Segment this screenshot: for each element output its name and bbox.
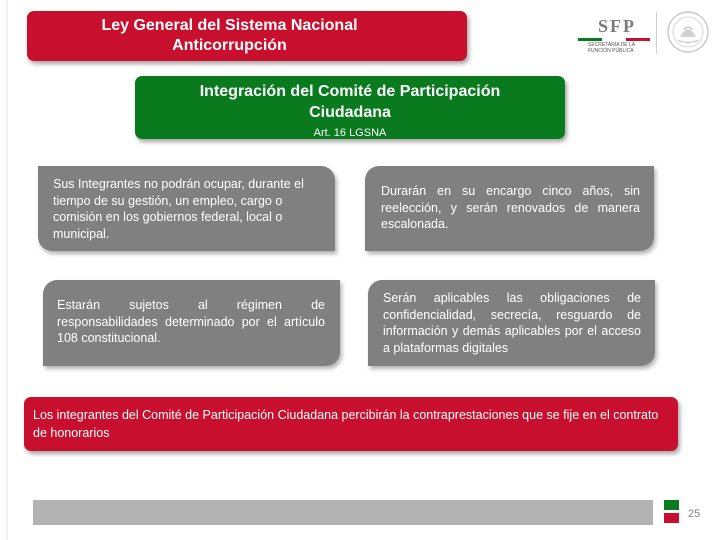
section-header-box <box>135 76 565 139</box>
info-card-text: Sus Integrantes no podrán ocupar, durante el tiempo de su gestión, un empleo, cargo o comisión en los gobiernos federal, local o municipal. <box>53 177 304 241</box>
green-red-blocks-icon <box>664 500 679 523</box>
section-title-line2: Ciudadana <box>309 104 391 121</box>
slide-title-line2: Anticorrupción <box>172 37 287 54</box>
logo-divider <box>656 12 657 54</box>
footer-bar <box>33 500 653 525</box>
mexican-seal-icon <box>666 10 710 54</box>
info-card-text: Durarán en su encargo cinco años, sin reelección, y serán renovados de manera escalonada. <box>381 184 640 231</box>
slide-title-line1: Ley General del Sistema Nacional <box>101 17 358 34</box>
compensation-note-text: Los integrantes del Comité de Participación Ciudadana percibirán la contraprestaciones que se fije en el contrato de honorarios <box>33 408 659 440</box>
info-card-term <box>365 166 654 251</box>
left-edge-line <box>6 0 8 540</box>
page-number: 25 <box>688 508 701 520</box>
info-card-text: Estarán sujetos al régimen de responsabilidades determinado por el artículo 108 constitucional. <box>57 298 325 345</box>
sfp-logo-subtitle: SECRETARÍA DE LA FUNCIÓN PÚBLICA <box>588 42 635 54</box>
info-card-obligations <box>368 280 655 366</box>
sfp-logo-text: SFP <box>598 16 637 36</box>
legal-reference: Art. 16 LGSNA <box>313 127 387 139</box>
slide-title-box <box>27 11 467 61</box>
sfp-logo <box>570 10 715 58</box>
compensation-note-box <box>24 397 678 451</box>
info-card-responsibilities <box>43 280 340 366</box>
info-card-text: Serán aplicables las obligaciones de confidencialidad, secrecía, resguardo de información y demás aplicables por el acceso a plataformas digitales <box>383 291 641 355</box>
info-card-restrictions <box>38 166 335 251</box>
sfp-tricolor-bar <box>578 38 650 41</box>
section-title-line1: Integración del Comité de Participación <box>199 83 501 100</box>
